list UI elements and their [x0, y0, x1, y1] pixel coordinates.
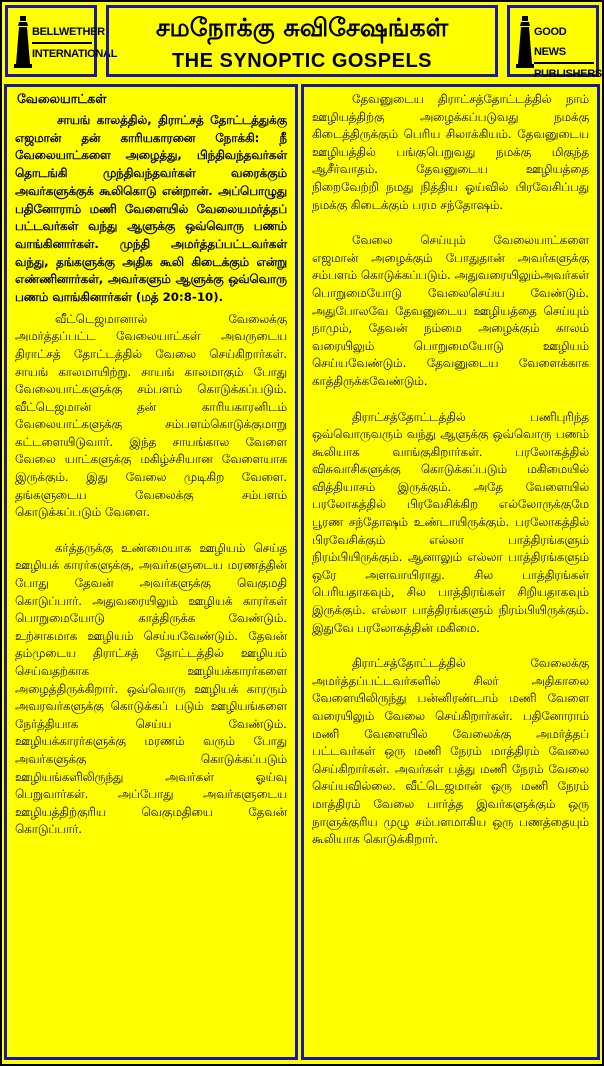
- section-heading: வேலையாட்கள்: [17, 91, 107, 106]
- lighthouse-icon: [12, 14, 34, 70]
- good-news-logo: [507, 5, 602, 80]
- paragraph: வீட்டெஜமானால் வேலைக்கு அமர்த்தப்பட்ட வேலையாட்கள் அவருடைய திராட்சத் தோட்டத்தில் வேலை செய்கிறார்கள். சாயங் காலமாயிற்று. சாயங் காலமாகும் போது வேலையாட்களுக்கு சம்பளம் கொடுக்கப்படும். வீட்டெஜமான் தன் காரியகாரனிடம் வேலையாட்களுக்கு சம்பளம்கொடுக்குமாறு கட்டளையிடுவார். இந்த சாயங்கால வேளை வேலை யாட்களுக்கு மகிழ்ச்சியான வேளையாக இருக்கும். இது வேலை முடிகிற வேளை. தங்களுடைய வேலைக்கு சம்பளம் கொடுக்கப்படும் வேளை.: [15, 311, 287, 520]
- lighthouse-icon: [514, 14, 536, 70]
- logo-right-line2: PUBLISHERS: [534, 68, 602, 80]
- page-header: [2, 2, 602, 82]
- paragraph: திராட்சத்தோட்டத்தில் பணிபுரிந்த ஒவ்வொருவரும் வந்து ஆளுக்கு ஒவ்வொரு பணம் கூலியாக வாங்குகிறார்கள். பரலோகத்தில் விசுவாசிகளுக்கு கொடுக்கப்படும் மகிமையில் வித்தியாசம் இருக்கும். அதே வேளையில் பரலோகத்தில் பிரவேசிக்கிற எல்லோருக்குமே பூரண சந்தோஷம் உண்டாயிருக்கும். பரலோகத்தில் பிரவேசிக்கும் எல்லா பாத்திரங்களும் நிரம்பியிருக்கும். ஆனாலும் எல்லா பாத்திரங்களும் ஒரே அளவாயிராது. சில பாத்திரங்கள் பெரியதாகவும், சில பாத்திரங்கள் சிறியதாகவும் இருக்கும். எல்லா பாத்திரங்களும் நிரம்பியிருக்கும். இதுவே பரலோகத்தின் மகிமை.: [312, 409, 589, 635]
- paragraph: தேவனுடைய திராட்சத்தோட்டத்தில் நாம் ஊழியத்திற்கு அழைக்கப்படுவது நமக்கு கிடைத்திருக்கும் பெரிய சிலாக்கியம். தேவனுடைய ஊழியத்தில் பங்குபெறுவது நமக்கு மிகுந்த ஆசீர்வாதம். தேவனுடைய ஊழியத்தை நிறைவேற்றி நமது நித்திய ஓய்வில் பிரவேசிப்பது நமக்கு கிடைக்கும் பரம சந்தோஷம்.: [312, 92, 589, 212]
- logo-right-line1: GOOD NEWS: [534, 22, 594, 64]
- bellwether-logo: [5, 5, 118, 77]
- left-column: [4, 84, 298, 1060]
- scripture-quote: சாயங் காலத்தில், திராட்சத் தோட்டத்துக்கு எஜமான் தன் காரியகாரனை நோக்கி: நீ வேலையாட்களை அழைத்து, பிந்திவந்தவர்கள் தொடங்கி முந்திவந்தவர்கள் வரைக்கும் அவர்களுக்குக் கூலிகொடு என்றான். அப்பொழுது பதினோராம் மணி வேளையில் வேலையமர்த்தப் பட்டவர்கள் வந்து ஆளுக்கு ஒவ்வொரு பணம் வாங்கினார்கள். முந்தி அமர்த்தப்பட்டவர்கள் வந்து, தங்களுக்கு அதிக கூலி கிடைக்கும் என்று எண்ணினார்கள், அவர்களும் ஆளுக்கு ஒவ்வொரு பணம் வாங்கினார்கள் (மத் 20:8-10).: [15, 113, 287, 305]
- logo-left-line2: INTERNATIONAL: [32, 48, 118, 60]
- right-column: [301, 84, 600, 1060]
- page-title-english: THE SYNOPTIC GOSPELS: [171, 50, 433, 72]
- paragraph: திராட்சத்தோட்டத்தில் வேலைக்கு அமர்த்தப்பட்டவர்களில் சிலர் அதிகாலை வேளையிலிருந்து பன்னிரண்டாம் மணி வேளை வரையிலும் வேலை செய்கிறார்கள். பதினோராம் மணி வேளையில் வேலைக்கு அமர்த்தப் பட்டவர்கள் ஒரு மணி நேரம் மாத்திரம் வேலை செய்கிறார்கள். அவர்கள் பத்து மணி நேரம் வேலை செய்யவில்லை. வீட்டெஜமான் ஒரு மணி நேரம் மாத்திரம் வேலை பார்த்த இவர்களுக்கும் ஒரு நாளுக்குரிய முழு சம்பளமாகிய ஒரு பணத்தையும் கூலியாக கொடுக்கிறார்.: [312, 656, 589, 847]
- logo-left-line1: BELLWETHER: [32, 22, 92, 44]
- paragraph: கர்த்தருக்கு உண்மையாக ஊழியம் செய்த ஊழியக் காரர்களுக்கு, அவர்களுடைய மரணத்தின் போது தேவன் அவர்களுக்கு வெகுமதி கொடுப்பார். அதுவரையிலும் ஊழியக் காரர்கள் பொறுமையோடு காத்திருக்க வேண்டும். உற்சாகமாக ஊழியம் செய்யவேண்டும். தேவன் தம்முடைய திராட்சத் தோட்டத்தில் ஊழியம் செய்வதற்காக ஊழியக்காரர்களை அழைத்திருக்கிறார். ஒவ்வொரு ஊழியக் காரரும் அவரவர்களுக்கு கொடுக்கப் படும் ஊழியங்களை நேர்த்தியாக செய்ய வேண்டும். ஊழியக்காரர்களுக்கு மரணம் வரும் போது அவர்களுக்கு கொடுக்கப்படும் ஊழியங்களிலிருந்து அவர்கள் ஓய்வு பெறுவார்கள். அப்போது அவர்களுடைய ஊழியத்திற்குரிய வெகுமதியை தேவன் கொடுப்பார்.: [15, 540, 287, 837]
- page-title-tamil: சமநோக்கு சுவிசேஷங்கள்: [155, 13, 449, 42]
- paragraph: வேலை செய்யும் வேலையாட்களை எஜமான் அழைக்கும் போதுதான் அவர்களுக்கு சம்பளம் கொடுக்கப்படும். அதுவரையிலும்அவர்கள் பொறுமையோடு வேலைசெய்ய வேண்டும். அதுபோலவே தேவனுடைய ஊழியத்தை செய்யும் நாமும், தேவன் நம்மை அழைக்கும் காலம் வரையிலும் பொறுமையோடு ஊழியம் செய்யவேண்டும். தேவனுடைய வேளைக்காக காத்திருக்கவேண்டும்.: [312, 233, 589, 388]
- title-box: [106, 5, 498, 77]
